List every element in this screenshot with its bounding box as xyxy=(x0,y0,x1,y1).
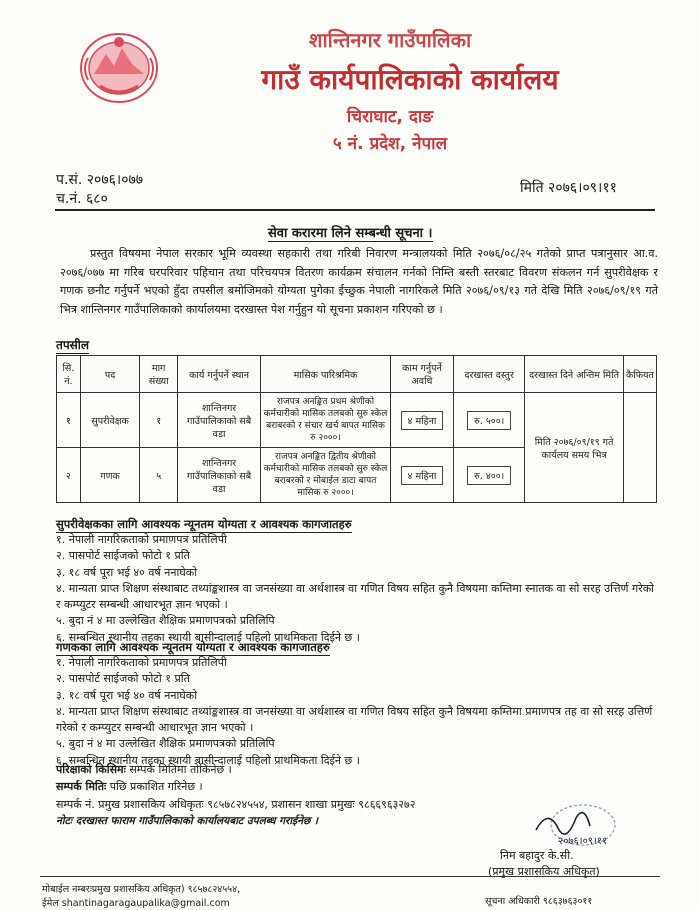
list-item: ६. सम्बन्धित स्थानीय तहका स्थायी बासीन्दालाई पहिलो प्राथमिकता दिईने छ । xyxy=(56,630,360,644)
selection-method xyxy=(56,762,232,777)
cell-count: १ xyxy=(140,393,178,448)
cell-remarks xyxy=(623,393,656,503)
signatory-title: (प्रमुख प्रशासकिय अधिकृत) xyxy=(488,865,600,878)
supervisor-requirements xyxy=(56,532,656,646)
col-header: कैफियत xyxy=(623,356,656,393)
footer-email: ईमेल shantinagaragaupalika@gmail.com xyxy=(42,898,230,909)
footer-mobile: मोबाईल नम्बरःप्रमुख प्रशासकिय अधिकृत) ९८५७८२४५५४, xyxy=(42,884,241,895)
cell-fee xyxy=(454,448,525,503)
list-item: ४. मान्यता प्राप्त शिक्षण संस्थाबाट तथ्यांङ्कशास्त्र वा जनसंख्या वा अर्थशास्त्र वा गणित विषय सहित कुनै विषयमा कम्तिमा स्नातक वा सो सरह उत्तिर्ण गरेको र कम्प्युटर सम्बन्धी आधारभूत ज्ञान भएको । xyxy=(56,581,654,612)
list-item: २. पासपोर्ट साईजको फोटो १ प्रति xyxy=(56,549,190,563)
cell-post: सुपरीवेक्षक xyxy=(80,393,140,448)
selection-method-value: सम्पर्क मितिमा तोकिनेछ । xyxy=(129,763,232,776)
notice-note: नोटः दरखास्त फाराम गाउँपालिकाको कार्यालयबाट उपलब्ध गराईनेछ । xyxy=(56,815,319,827)
vacancy-table xyxy=(56,355,657,503)
table-header-row xyxy=(57,356,657,393)
tapsil-label: तपसील xyxy=(56,338,90,352)
office-place: चिराघाट, दाङ xyxy=(346,107,434,127)
cell-count: ५ xyxy=(140,448,178,503)
footer-info-officer: सूचना अधिकारी ९८६३७६३०११ xyxy=(485,896,593,907)
footer-divider xyxy=(40,876,660,877)
col-header: मासिक पारिश्रमिक xyxy=(261,356,391,393)
signature-stamp-icon xyxy=(528,800,628,850)
cell-place: शान्तिनगर गाउँपालिकाको सबै वडा xyxy=(177,448,260,503)
col-header: दरखास्त दिने अन्तिम मिति xyxy=(525,356,624,393)
fee-value: रु. ५००। xyxy=(467,411,511,430)
col-header: पद xyxy=(80,356,140,393)
contact-date-label: सम्पर्क मितिः xyxy=(56,780,107,793)
cell-place: शान्तिनगर गाउँपालिकाको सबै वडा xyxy=(177,393,260,448)
list-item: ३. १८ वर्ष पूरा भई ४० वर्ष ननाघेको xyxy=(56,565,198,579)
list-item: ६. सम्बन्धित स्थानीय तहका स्थायी बासीन्दालाई पहिलो प्राथमिकता दिईने छ । xyxy=(56,753,360,767)
cell-post: गणक xyxy=(80,448,140,503)
letter-date: मिति २०७६।०९।११ xyxy=(520,180,617,196)
list-item: १. नेपाली नागरिकताको प्रमाणपत्र प्रतिलिपी xyxy=(56,656,227,669)
list-item: ५. बुदा नं ४ मा उल्लेखित शैक्षिक प्रमाणपत्रको प्रतिलिपि xyxy=(56,614,275,628)
notice-body: प्रस्तुत विषयमा नेपाल सरकार भूमि व्यवस्था सहकारी तथा गरिबी निवारण मन्त्रालयको मिति २०७६/०८/२५ गतेको प्राप्त पत्रानुसार आ.व. २०७६/०७७ मा गरिब घरपरिवार पहिचान तथा परिचयपत्र वितरण कार्यक्रम संचालन गर्नको निम्ति बस्ती स्तरबाट विवरण संकलन गर्न सुपरीवेक्षक र गणक छनौट गर्नुपर्ने भएको हुँदा तपसील बमोजिमको योग्यता पुगेका ईच्छुक नेपाली नागरिकले मिति २०७६/०९/१३ गते देखि मिति २०७६/०९/१९ गते भित्र शान्तिनगर गाउँपालिकाको कार्यालयमा दरखास्त पेश गर्नुहुन यो सूचना प्रकाशन गरिएको छ । xyxy=(60,247,658,316)
list-item: १. नेपाली नागरिकताको प्रमाणपत्र प्रतिलिपी xyxy=(56,533,227,546)
list-item: ४. मान्यता प्राप्त शिक्षण संस्थाबाट तथ्यांङ्कशास्त्र वा जनसंख्या वा अर्थशास्त्र वा गणित विषय सहित कुनै विषयमा कम्तिमा प्रमाणपत्र तह वा सो सरह उत्तिर्ण गरेको र कम्प्युटर सम्बन्धी आधारभूत ज्ञान भएको । xyxy=(56,704,653,735)
cell-remuneration: राजपत्र अनङ्कित द्वितीय श्रेणीको कर्मचारीको मासिक तलबको सुरु स्केल बराबरको र मोबाईल डाटा बापत मासिक रु २०००। xyxy=(261,448,391,503)
duration-value: ४ महिना xyxy=(401,411,444,430)
divider xyxy=(55,209,655,211)
col-header: कार्य गर्नुपर्ने स्थान xyxy=(177,356,260,393)
cell-sn: १ xyxy=(57,393,81,448)
signatory-name: निम बहादुर के.सी. xyxy=(500,849,574,862)
enumerator-requirements xyxy=(56,655,656,769)
palika-name: शान्तिनगर गाउँपालिका xyxy=(308,28,472,52)
contact-numbers: सम्पर्क नं. प्रमुख प्रशासकिय अधिकृतः ९८५७८२४५५४, प्रशासन शाखा प्रमुखः ९८६६९६३२७२ xyxy=(56,798,416,811)
col-header: सि. नं. xyxy=(57,356,81,393)
chalani-number: च.नं. ६८० xyxy=(56,191,108,207)
table-row xyxy=(57,393,657,448)
col-header: दरखास्त दस्तुर xyxy=(454,356,525,393)
contact-date-value: पछि प्रकाशित गरिनेछ । xyxy=(109,780,203,793)
office-province: ५ नं. प्रदेश, नेपाल xyxy=(332,134,448,154)
cell-last-date: मिति २०७६/०९/१९ गते कार्यलय समय भित्र xyxy=(525,393,624,503)
list-item: ३. १८ वर्ष पूरा भई ४० वर्ष ननाघेको xyxy=(56,688,198,702)
cell-sn: २ xyxy=(57,448,81,503)
fee-value: रु. ४००। xyxy=(467,466,511,485)
cell-duration xyxy=(390,448,453,503)
supervisor-heading: सुपरीवेक्षकका लागि आवश्यक न्यूनतम योग्यता र आवश्यक कागजातहरु xyxy=(56,517,352,531)
col-header: माग संख्या xyxy=(140,356,178,393)
col-header: काम गर्नुपर्ने अवधि xyxy=(390,356,453,393)
stamp-date: २०७६।०९।११ xyxy=(558,836,608,847)
selection-method-label: परिक्षाको किसिमः xyxy=(56,763,126,776)
cell-duration xyxy=(390,393,453,448)
office-title: गाउँ कार्यपालिकाको कार्यालय xyxy=(261,63,559,96)
contact-date xyxy=(56,779,203,794)
cell-fee xyxy=(454,393,525,448)
list-item: २. पासपोर्ट साईजको फोटो १ प्रति xyxy=(56,672,190,686)
duration-value: ४ महिना xyxy=(401,466,444,485)
notice-subject: सेवा करारमा लिने सम्बन्धी सूचना । xyxy=(268,223,433,242)
cell-remuneration: राजपत्र अनङ्कित प्रथम श्रेणीको कर्मचारीको मासिक तलबको सुरु स्केल बराबरको र संचार खर्च बापत मासिक रु २०००। xyxy=(261,393,391,448)
enumerator-heading: गणकका लागि आवश्यक न्यूनतम योग्यता र आवश्यक कागजातहरु xyxy=(56,640,330,654)
list-item: ५. बुदा नं ४ मा उल्लेखित शैक्षिक प्रमाणपत्रको प्रतिलिपि xyxy=(56,737,275,751)
patra-sankhya: प.सं. २०७६।०७७ xyxy=(56,172,144,188)
